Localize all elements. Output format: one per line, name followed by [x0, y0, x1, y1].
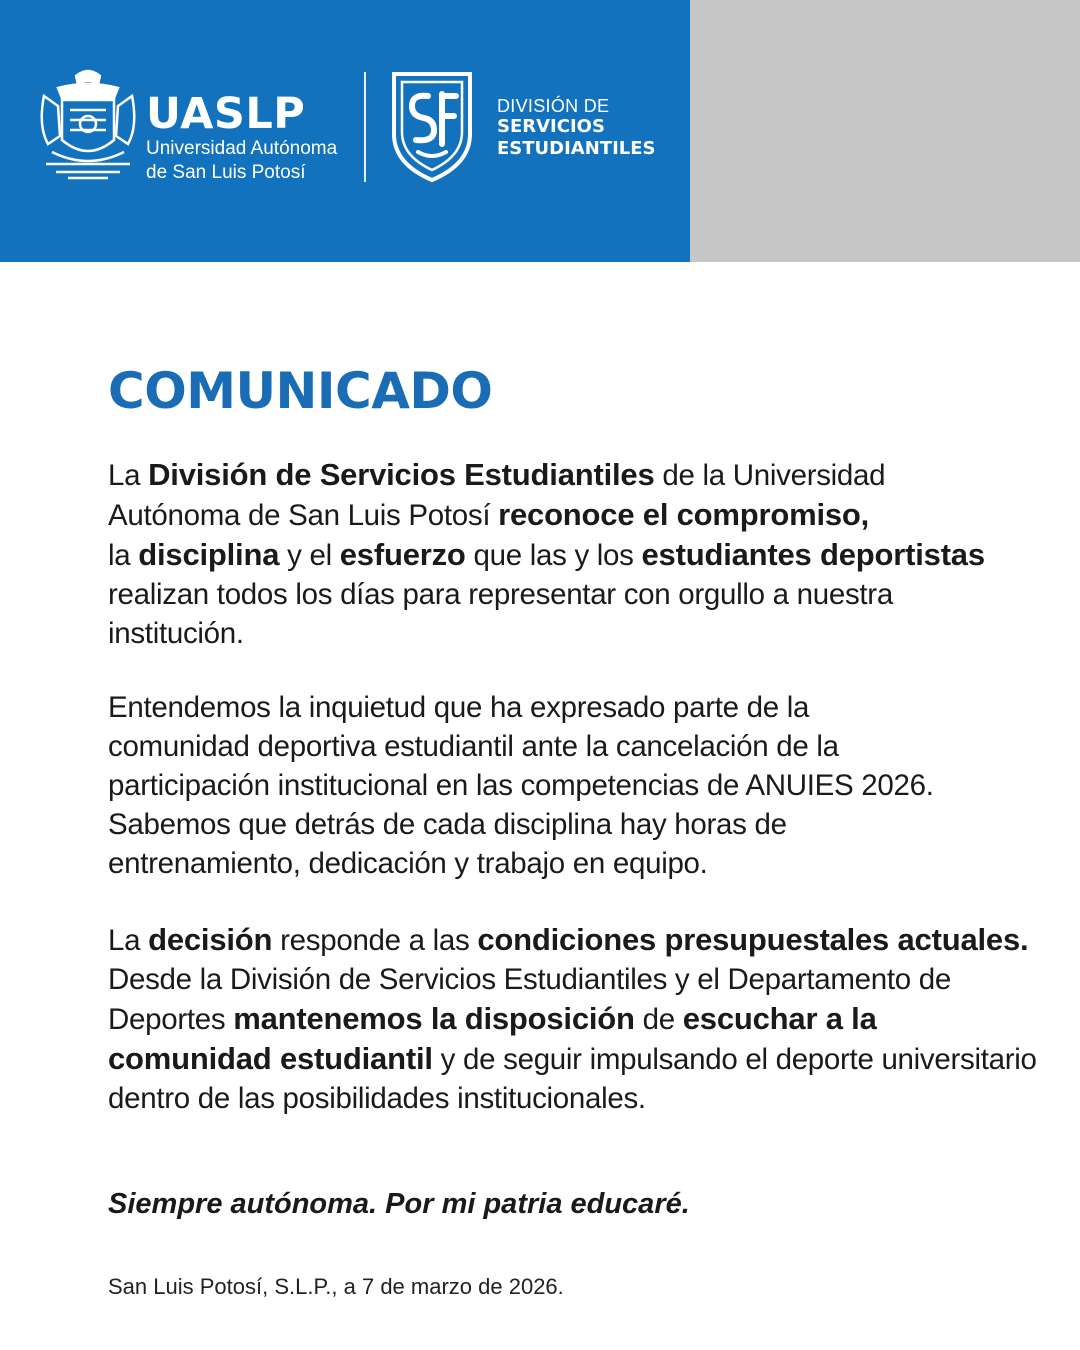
paragraph-1	[108, 455, 988, 653]
p3-bold: mantenemos la disposición	[233, 1001, 635, 1036]
dateline: San Luis Potosí, S.L.P., a 7 de marzo de 2026.	[108, 1274, 564, 1299]
dse-shield-logo-icon	[388, 68, 476, 184]
header-gray-panel	[690, 0, 1080, 262]
p1-bold: reconoce el compromiso,	[498, 497, 870, 532]
motto: Siempre autónoma. Por mi patria educaré.	[108, 1188, 690, 1220]
p1-text: que las y los	[465, 539, 642, 572]
p1-text: la	[108, 539, 139, 572]
p2-line: entrenamiento, dedicación y trabajo en equipo.	[108, 847, 708, 880]
p3-text: La	[108, 924, 149, 957]
p3-text: Desde la División de Servicios Estudiantiles y el Departamento de Deportes	[108, 963, 951, 1036]
p2-line: Sabemos que detrás de cada disciplina hay horas de	[108, 808, 787, 841]
division-line3: ESTUDIANTILES	[497, 138, 656, 159]
p1-text: de la Universidad Autónoma de San Luis Potosí	[108, 459, 886, 532]
university-acronym: UASLP	[146, 89, 306, 139]
header-banner	[0, 0, 1080, 262]
p3-text: responde a las	[272, 924, 478, 957]
p1-bold: estudiantes deportistas	[641, 537, 985, 572]
university-name-line2: de San Luis Potosí	[146, 162, 306, 183]
university-name-line1: Universidad Autónoma	[146, 138, 338, 159]
p3-text: y de seguir impulsando el deporte universitario dentro de las posibilidades institucionales.	[108, 1043, 1037, 1115]
p3-bold: escuchar a la comunidad estudiantil	[108, 1001, 877, 1076]
paragraph-3	[108, 920, 1038, 1118]
p3-text: de	[634, 1003, 683, 1036]
p3-bold: decisión	[148, 922, 273, 957]
division-line2: SERVICIOS	[497, 116, 605, 137]
uaslp-wordmark	[146, 89, 338, 184]
division-wordmark	[497, 96, 656, 160]
p1-bold: disciplina	[138, 537, 280, 572]
uaslp-crest-icon	[38, 66, 138, 184]
p1-text: La	[108, 459, 149, 492]
page-title: COMUNICADO	[108, 362, 493, 420]
p1-bold: División de Servicios Estudiantiles	[148, 457, 655, 492]
division-line1: DIVISIÓN DE	[497, 96, 610, 116]
p1-text: realizan todos los días para representar con orgullo a nuestra institución.	[108, 578, 893, 650]
p2-line: participación institucional en las competencias de ANUIES 2026.	[108, 769, 934, 802]
p3-bold: condiciones presupuestales actuales.	[477, 922, 1029, 957]
paragraph-2	[108, 688, 1008, 883]
p2-line: comunidad deportiva estudiantil ante la cancelación de la	[108, 730, 839, 763]
header-divider	[364, 72, 366, 182]
p2-line: Entendemos la inquietud que ha expresado parte de la	[108, 691, 810, 724]
p1-bold: esfuerzo	[339, 537, 466, 572]
p1-text: y el	[279, 539, 340, 572]
